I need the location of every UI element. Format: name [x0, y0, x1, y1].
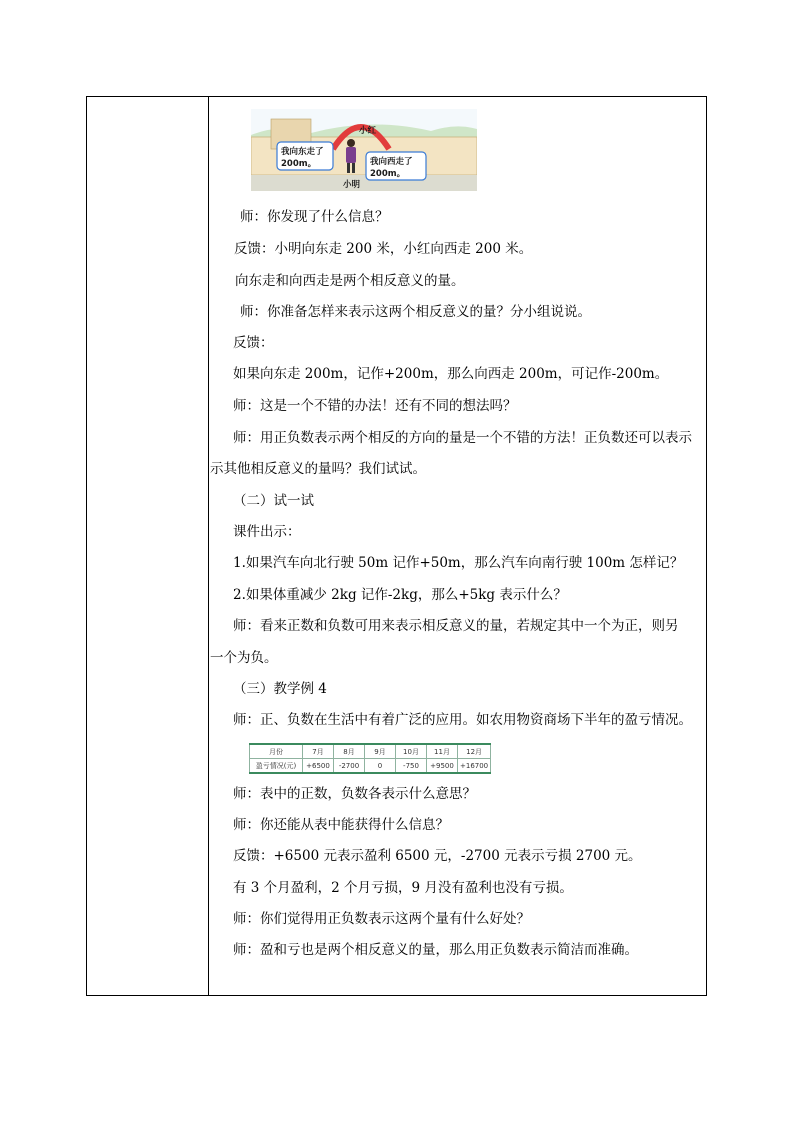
table-row: [250, 744, 491, 759]
bubble-right-line2: 200m。: [370, 169, 406, 179]
profit-loss-table: [249, 743, 491, 774]
table-cell: 0: [365, 759, 396, 774]
text-line: 师：你发现了什么信息？: [240, 209, 389, 225]
child-leg: [347, 163, 350, 173]
text-line: 师：这是一个不错的办法！还有不同的想法吗？: [233, 398, 517, 414]
text-line: 师：用正负数表示两个相反的方向的量是一个不错的方法！正负数还可以表示: [233, 430, 692, 446]
text-line: 有 3 个月盈利，2 个月亏损，9 月没有盈利也没有亏损。: [233, 880, 573, 896]
section-heading: （三）教学例 4: [233, 681, 327, 697]
bubble-left-line1: 我向东走了: [281, 147, 324, 157]
text-line: 示其他相反意义的量吗？我们试试。: [210, 461, 426, 477]
table-cell: +9500: [427, 759, 458, 774]
table-row: [250, 759, 491, 774]
lesson-table: [86, 96, 707, 996]
table-cell: 8月: [334, 744, 365, 759]
road: [251, 175, 477, 191]
text-line: 反馈：: [233, 335, 274, 351]
text-line: 师：正、负数在生活中有着广泛的应用。如农用物资商场下半年的盈亏情况。: [233, 712, 692, 728]
text-line: 反馈：+6500 元表示盈利 6500 元，-2700 元表示亏损 2700 元。: [233, 848, 642, 864]
table-cell: -750: [396, 759, 427, 774]
text-line: 师：你准备怎样来表示这两个相反意义的量？分小组说说。: [240, 304, 591, 320]
child-body: [346, 147, 356, 163]
text-line: 2.如果体重减少 2kg 记作-2kg，那么+5kg 表示什么？: [233, 587, 567, 603]
walking-illustration: [251, 109, 477, 191]
text-line: 课件出示：: [233, 524, 301, 540]
table-cell: -2700: [334, 759, 365, 774]
table-cell: 12月: [458, 744, 491, 759]
table-cell: 11月: [427, 744, 458, 759]
table-cell: 10月: [396, 744, 427, 759]
table-cell: +6500: [303, 759, 334, 774]
text-line: 向东走和向西走是两个相反意义的量。: [235, 273, 465, 289]
text-line: 师：盈和亏也是两个相反意义的量，那么用正负数表示简洁而准确。: [233, 942, 638, 958]
child-leg: [352, 163, 355, 173]
name-xiaoming: 小明: [343, 180, 361, 190]
text-line: 1.如果汽车向北行驶 50m 记作+50m，那么汽车向南行驶 100m 怎样记？: [233, 555, 684, 571]
table-cell: 盈亏情况(元): [250, 759, 303, 774]
table-cell: 月份: [250, 744, 303, 759]
child-head: [347, 139, 355, 147]
table-cell: +16700: [458, 759, 491, 774]
section-heading: （二）试一试: [233, 493, 314, 509]
table-cell: 9月: [365, 744, 396, 759]
text-line: 一个为负。: [210, 650, 278, 666]
table-cell: 7月: [303, 744, 334, 759]
text-line: 如果向东走 200m，记作+200m，那么向西走 200m，可记作-200m。: [233, 366, 669, 382]
text-line: 反馈：小明向东走 200 米，小红向西走 200 米。: [234, 241, 533, 257]
text-line: 师：你们觉得用正负数表示这两个量有什么好处？: [233, 911, 530, 927]
bubble-left-line2: 200m。: [281, 159, 317, 169]
column-divider: [208, 97, 209, 995]
name-xiaohong: 小红: [359, 126, 377, 136]
bubble-right-line1: 我向西走了: [370, 157, 413, 167]
text-line: 师：表中的正数，负数各表示什么意思？: [233, 786, 476, 802]
text-line: 师：你还能从表中能获得什么信息？: [233, 817, 449, 833]
text-line: 师：看来正数和负数可用来表示相反意义的量，若规定其中一个为正，则另: [233, 618, 679, 634]
